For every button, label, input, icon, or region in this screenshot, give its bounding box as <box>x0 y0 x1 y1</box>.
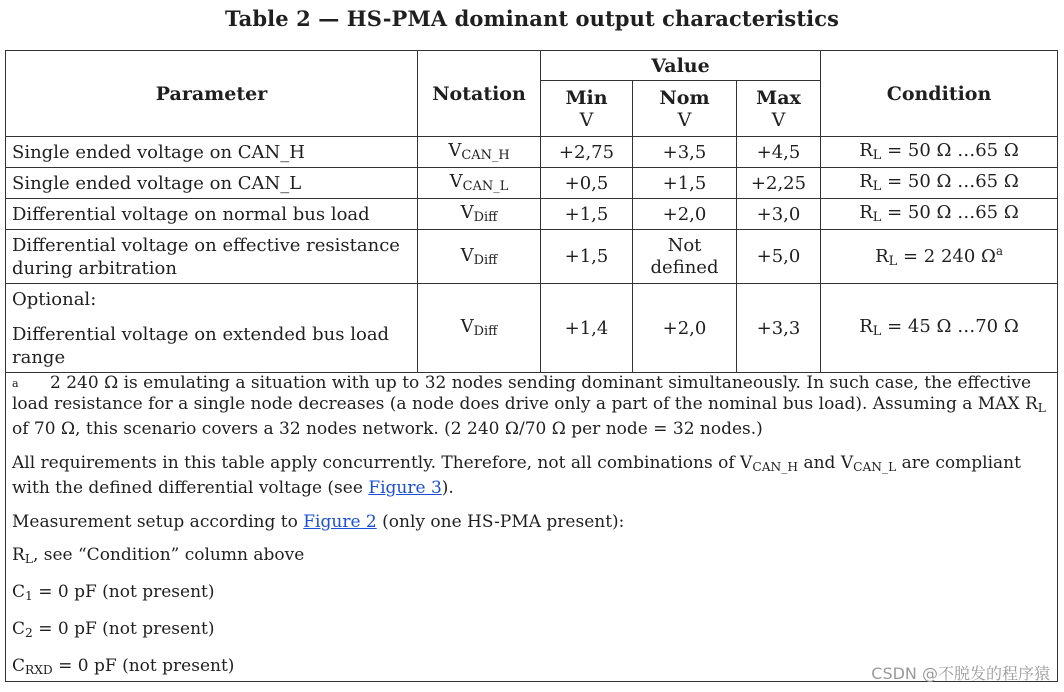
table-row <box>6 168 1058 199</box>
header-parameter: Parameter <box>6 51 418 137</box>
watermark: CSDN @不脱发的程序猿 <box>871 664 1050 683</box>
header-max-unit: V <box>771 108 786 131</box>
table-row <box>6 284 1058 373</box>
cell-notation: $V_{CAN\_H}$ <box>418 137 541 168</box>
cell-max: +4,5 <box>737 137 821 168</box>
cell-condition: $R_L = 45$ Ω …70 Ω <box>821 284 1058 373</box>
table-row <box>6 137 1058 168</box>
table-caption: Table 2 — HS-PMA dominant output characteristics <box>224 6 840 31</box>
cell-parameter: Differential voltage on normal bus load <box>6 199 418 230</box>
crxd-note: $C_{RXD} = 0$ pF (not present) <box>12 656 235 678</box>
characteristics-table <box>5 50 1058 682</box>
cell-condition: $R_L = 50$ Ω …65 Ω <box>821 168 1058 199</box>
cell-max: +3,0 <box>737 199 821 230</box>
cell-min: +2,75 <box>541 137 633 168</box>
parameter-optional-label: Optional: <box>12 288 97 310</box>
cell-notation: $V_{CAN\_L}$ <box>418 168 541 199</box>
cell-condition: $R_L = 50$ Ω …65 Ω <box>821 137 1058 168</box>
cell-parameter <box>6 284 418 373</box>
header-value: Value <box>541 51 821 81</box>
cell-min: +1,5 <box>541 199 633 230</box>
setup-note: Measurement setup according to Figure 2 (only one HS-PMA present): <box>12 512 625 533</box>
cell-notation: $V_{Diff}$ <box>418 230 541 284</box>
parameter-text: Differential voltage on extended bus load range <box>12 323 390 368</box>
cell-condition: $R_L = 2$ 240 $\Omega^a$ <box>821 230 1058 284</box>
cell-max: +2,25 <box>737 168 821 199</box>
cell-notation: $V_{Diff}$ <box>418 284 541 373</box>
footnote-a: a 2 240 Ω is emulating a situation with up to 32 nodes sending dominant simultaneously. In such case, the effective load resistance for a single node decreases (a node does drive only a part of the nominal bus load). Assuming a MAX $R_L$ of 70 Ω, this scenario covers a 32 nodes network. (2 240 Ω/70 Ω per node = 32 nodes.) <box>12 373 1046 440</box>
cell-nom: +2,0 <box>633 199 737 230</box>
header-max: Max V <box>737 81 821 137</box>
cell-nom: Not defined <box>633 230 737 284</box>
header-nom-unit: V <box>677 108 692 131</box>
header-condition: Condition <box>821 51 1058 137</box>
cell-parameter: Single ended voltage on CAN_L <box>6 168 418 199</box>
figure-2-link[interactable]: Figure 2 <box>303 512 377 533</box>
table-notes <box>6 373 1058 682</box>
header-min: Min V <box>541 81 633 137</box>
c1-note: $C_1 = 0$ pF (not present) <box>12 582 215 604</box>
cell-nom: +1,5 <box>633 168 737 199</box>
header-nom: Nom V <box>633 81 737 137</box>
footnote-ref: a <box>995 243 1003 258</box>
cell-nom: +3,5 <box>633 137 737 168</box>
cell-parameter: Differential voltage on effective resistance during arbitration <box>6 230 418 284</box>
rl-note: $R_L$, see “Condition” column above <box>12 545 305 567</box>
concurrency-note: All requirements in this table apply concurrently. Therefore, not all combinations of $V_{CAN\_H}$ and $V_{CAN\_L}$ are compliant with the defined differential voltage (see Figure 3). <box>12 453 1021 499</box>
cell-min: +1,4 <box>541 284 633 373</box>
cell-min: +0,5 <box>541 168 633 199</box>
c2-note: $C_2 = 0$ pF (not present) <box>12 619 215 641</box>
table-row <box>6 199 1058 230</box>
cell-condition: $R_L = 50$ Ω …65 Ω <box>821 199 1058 230</box>
table-notes-row <box>6 373 1058 682</box>
header-min-unit: V <box>579 108 594 131</box>
cell-max: +5,0 <box>737 230 821 284</box>
table-row <box>6 230 1058 284</box>
cell-nom: +2,0 <box>633 284 737 373</box>
header-notation: Notation <box>418 51 541 137</box>
cell-max: +3,3 <box>737 284 821 373</box>
footnote-mark: a <box>12 377 19 390</box>
figure-3-link[interactable]: Figure 3 <box>368 478 442 499</box>
cell-parameter: Single ended voltage on CAN_H <box>6 137 418 168</box>
cell-min: +1,5 <box>541 230 633 284</box>
cell-notation: $V_{Diff}$ <box>418 199 541 230</box>
